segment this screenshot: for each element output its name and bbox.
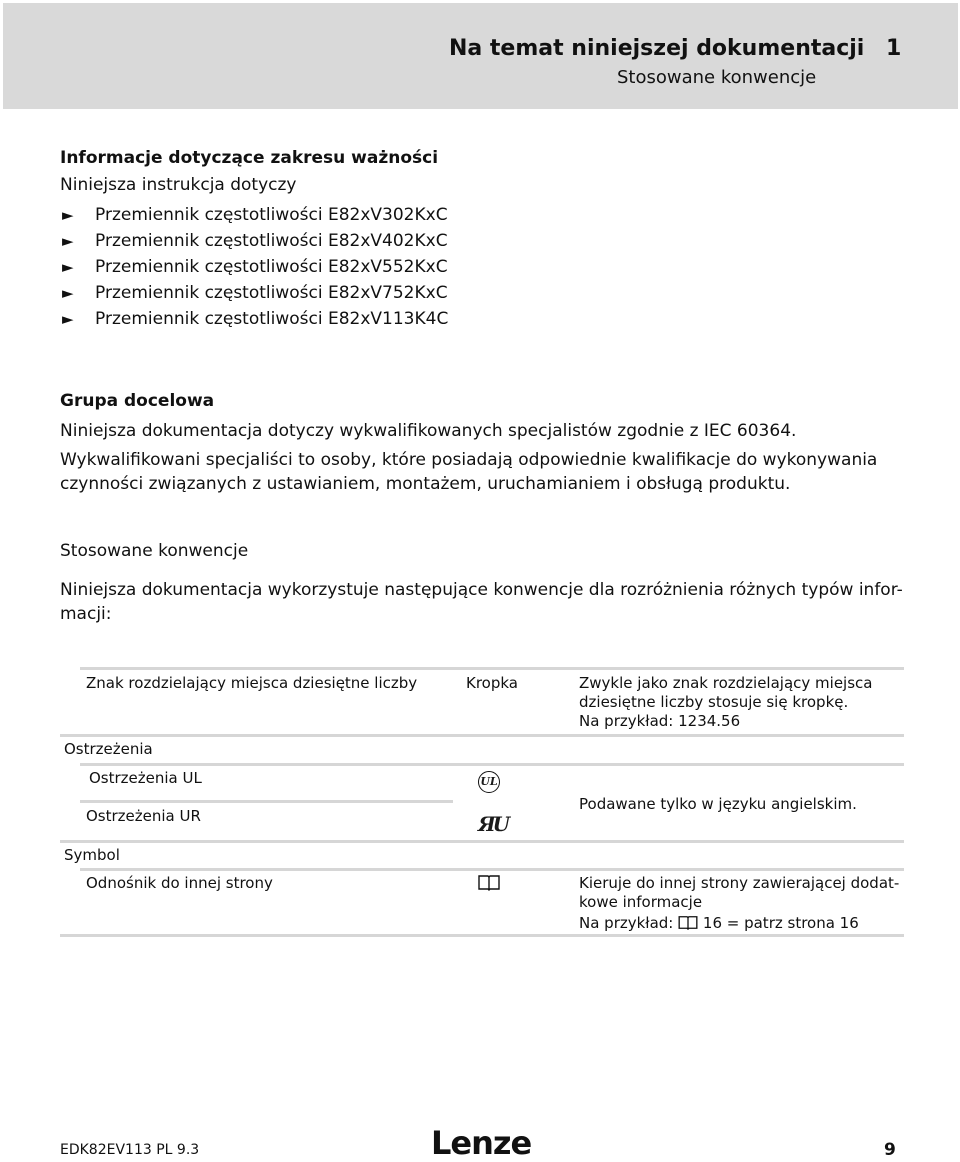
warnings-label: Ostrzeżenia	[64, 740, 153, 758]
page-number: 9	[884, 1140, 896, 1160]
table-rule	[80, 667, 904, 670]
conventions-heading: Stosowane konwencje	[60, 541, 249, 561]
bullet-arrow-icon: ►	[62, 258, 74, 276]
list-item: ► Przemiennik częstotliwości E82xV752KxC	[62, 283, 448, 303]
validity-heading: Informacje dotyczące zakresu ważności	[60, 148, 439, 168]
warnings-desc: Podawane tylko w języku angielskim.	[579, 795, 857, 813]
table-rule	[60, 840, 904, 843]
decimal-desc-1: Zwykle jako znak rozdzielający miejsca	[579, 674, 873, 692]
list-item: ► Przemiennik częstotliwości E82xV302KxC	[62, 205, 448, 225]
table-rule	[80, 800, 453, 803]
bullet-arrow-icon: ►	[62, 206, 74, 224]
lenze-logo: Lenze	[431, 1124, 532, 1162]
table-rule	[60, 734, 904, 737]
decimal-desc-2: dziesiętne liczby stosuje się kropkę.	[579, 693, 849, 711]
target-group-line2: Wykwalifikowani specjaliści to osoby, które posiadają odpowiednie kwalifikacje do wykonywania czynności związanych z ustawianiem, montażem, uruchamianiem i obsługą produktu.	[60, 450, 878, 494]
book-icon	[678, 915, 698, 934]
decimal-label: Znak rozdzielający miejsca dziesiętne liczby	[86, 674, 418, 692]
conventions-intro-line2: macji:	[60, 604, 112, 624]
page-subtitle: Stosowane konwencje	[617, 67, 817, 88]
document-id: EDK82EV113 PL 9.3	[60, 1142, 200, 1158]
table-rule	[60, 934, 904, 937]
book-icon	[478, 874, 500, 895]
xref-label: Odnośnik do innej strony	[86, 874, 273, 892]
xref-desc-2: kowe informacje	[579, 893, 703, 911]
list-item: ► Przemiennik częstotliwości E82xV402KxC	[62, 231, 448, 251]
bullet-arrow-icon: ►	[62, 232, 74, 250]
list-item: ► Przemiennik częstotliwości E82xV552KxC	[62, 257, 448, 277]
list-item: ► Przemiennik częstotliwości E82xV113K4C	[62, 309, 449, 329]
decimal-symbol: Kropka	[466, 674, 518, 692]
table-rule	[80, 868, 904, 871]
symbol-label: Symbol	[64, 846, 120, 864]
bullet-arrow-icon: ►	[62, 284, 74, 302]
ur-mark-icon: ЯU	[478, 812, 508, 836]
xref-desc-1: Kieruje do innej strony zawierającej dodat-	[579, 874, 900, 892]
validity-intro: Niniejsza instrukcja dotyczy	[60, 175, 297, 195]
target-group-heading: Grupa docelowa	[60, 391, 215, 411]
page-title: Na temat niniejszej dokumentacji	[449, 36, 865, 61]
chapter-number: 1	[886, 36, 902, 61]
table-rule	[80, 763, 904, 766]
ul-mark-icon: UL	[478, 771, 500, 793]
xref-example: Na przykład: 16 = patrz strona 16	[579, 914, 859, 932]
bullet-arrow-icon: ►	[62, 310, 74, 328]
ul-warnings-label: Ostrzeżenia UL	[89, 769, 202, 787]
conventions-intro-line1: Niniejsza dokumentacja wykorzystuje następujące konwencje dla rozróżnienia różnych typów infor-	[60, 580, 903, 600]
target-group-line1: Niniejsza dokumentacja dotyczy wykwalifikowanych specjalistów zgodnie z IEC 60364.	[60, 421, 797, 441]
decimal-desc-3: Na przykład: 1234.56	[579, 712, 741, 730]
ur-warnings-label: Ostrzeżenia UR	[86, 807, 201, 825]
